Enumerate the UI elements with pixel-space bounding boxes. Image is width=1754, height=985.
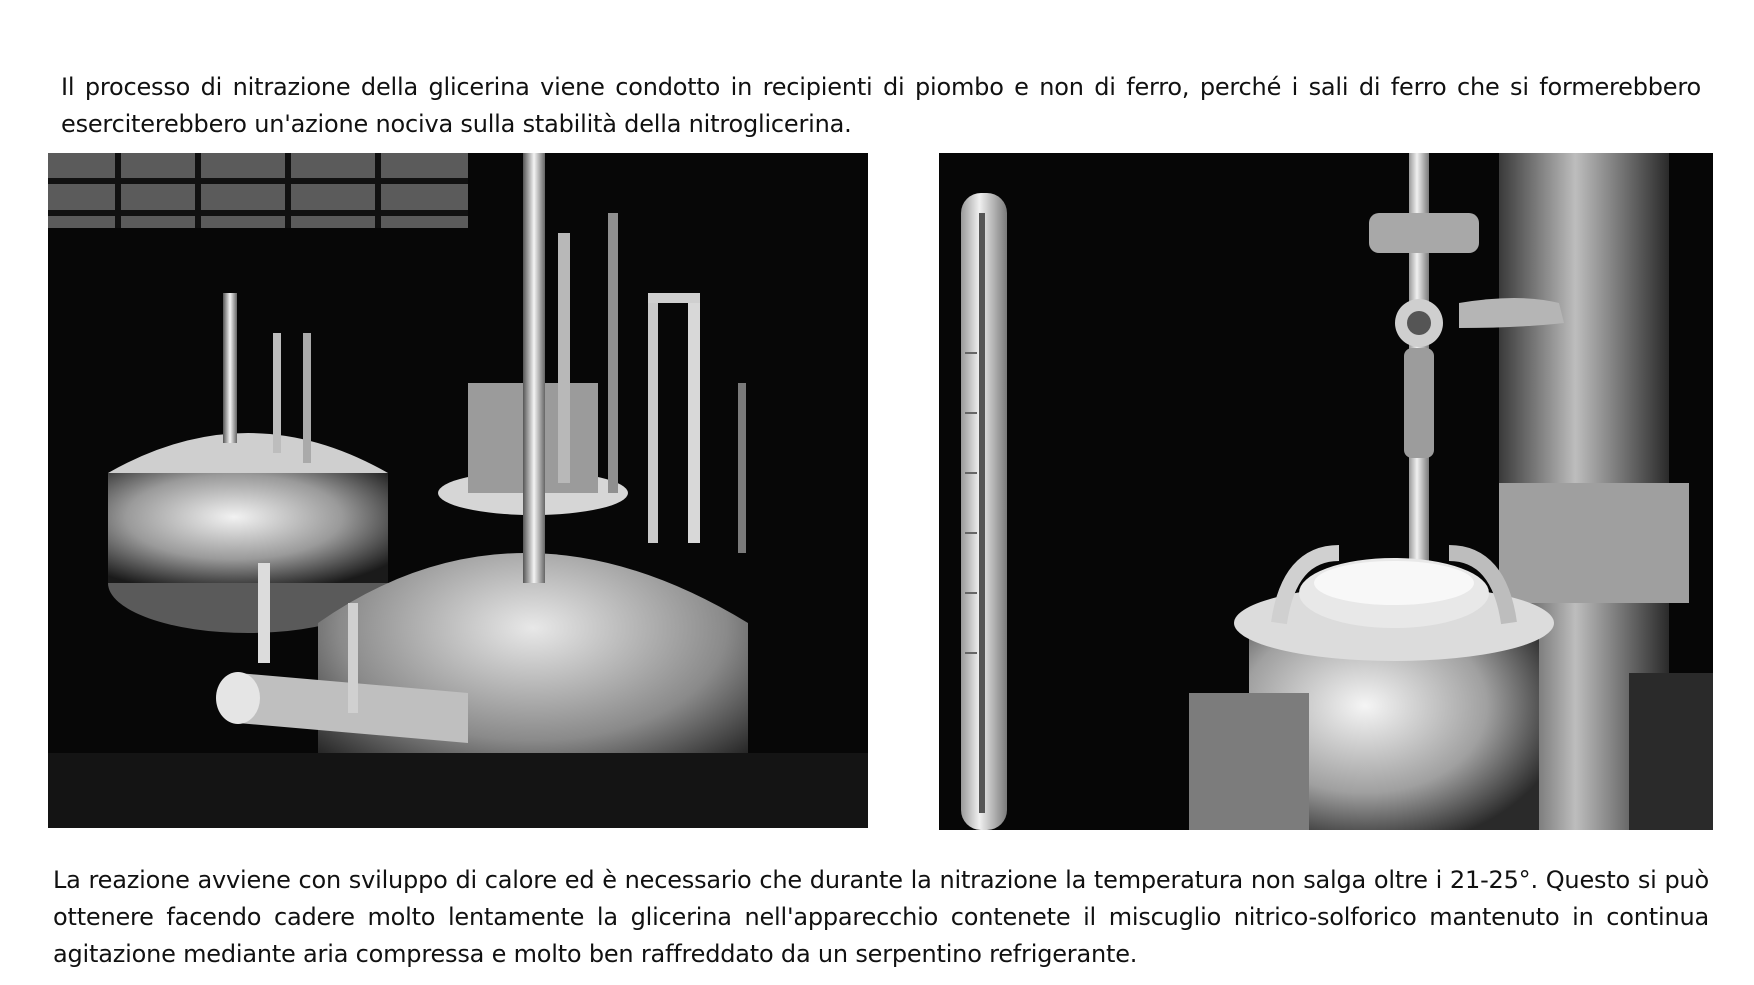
thermometer-apparatus-photo: [939, 153, 1713, 830]
nitration-vessels-photo: [48, 153, 868, 828]
thermometer-apparatus-illustration: [939, 153, 1713, 830]
top-paragraph: Il processo di nitrazione della glicerina viene condotto in recipienti di piombo e non di ferro, perché i sali di ferro che si formerebbero eserciterebbero un'azione nociva sulla stabilità della nitroglicerina.: [61, 73, 1701, 138]
bottom-paragraph: La reazione avviene con sviluppo di calore ed è necessario che durante la nitrazione la temperatura non salga oltre i 21-25°. Questo si può ottenere facendo cadere molto lentamente la glicerina nell'apparecchio contenete il miscuglio nitrico-solforico mantenuto in continua agitazione mediante aria compressa e molto ben raffreddato da un serpentino refrigerante.: [53, 866, 1709, 968]
nitration-vessels-illustration: [48, 153, 868, 828]
